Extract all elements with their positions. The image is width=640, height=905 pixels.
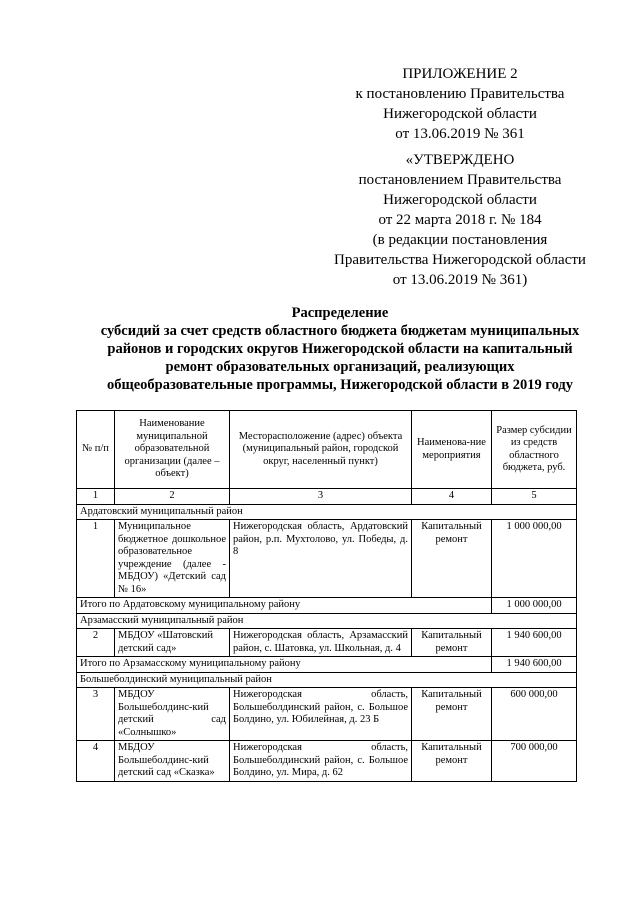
row-address: Нижегородская область, Арзамасский район, с. Шатовка, ул. Школьная, д. 4	[230, 629, 412, 657]
row-name: МБДОУ Большеболдинс-кий детский сад «Солнышко»	[115, 688, 230, 741]
colnum: 1	[77, 489, 115, 505]
title-line: ремонт образовательных организаций, реализующих	[165, 359, 515, 375]
appendix-header	[300, 64, 620, 144]
row-name: МБДОУ Большеболдинс-кий детский сад «Сказка»	[115, 741, 230, 782]
row-address: Нижегородская область, Ардатовский район, р.п. Мухтолово, ул. Победы, д. 8	[230, 520, 412, 598]
total-amount: 1 000 000,00	[492, 598, 577, 614]
section-row	[77, 504, 577, 520]
row-address: Нижегородская область, Большеболдинский район, с. Большое Болдино, ул. Юбилейная, д. 23 Б	[230, 688, 412, 741]
colnum: 4	[412, 489, 492, 505]
row-name: МБДОУ «Шатовский детский сад»	[115, 629, 230, 657]
row-event: Капитальный ремонт	[412, 520, 492, 598]
row-name: Муниципальное бюджетное дошкольное образовательное учреждение (далее - МБДОУ) «Детский сад № 16»	[115, 520, 230, 598]
colnum: 3	[230, 489, 412, 505]
row-address: Нижегородская область, Большеболдинский район, с. Большое Болдино, ул. Мира, д. 62	[230, 741, 412, 782]
colnum: 5	[492, 489, 577, 505]
header-amount: Размер субсидии из средств областного бюджета, руб.	[492, 411, 577, 489]
appendix-title: ПРИЛОЖЕНИЕ 2	[402, 66, 518, 82]
section-title: Арзамасский муниципальный район	[77, 613, 577, 629]
approval-stamp	[300, 150, 620, 290]
table-header-row	[77, 411, 577, 489]
title-line: районов и городских округов Нижегородской области на капитальный	[107, 341, 573, 357]
table-row	[77, 629, 577, 657]
row-event: Капитальный ремонт	[412, 629, 492, 657]
total-label: Итого по Арзамасскому муниципальному району	[77, 657, 492, 673]
title-line: общеобразовательные программы, Нижегородской области в 2019 году	[106, 377, 574, 393]
section-row	[77, 613, 577, 629]
header-address: Месторасположение (адрес) объекта (муниципальный район, городской округ, населенный пункт)	[230, 411, 412, 489]
table-row	[77, 741, 577, 782]
approval-line: от 22 марта 2018 г. № 184	[378, 212, 542, 228]
approval-line: постановлением Правительства	[358, 172, 562, 188]
appendix-line: от 13.06.2019 № 361	[395, 126, 525, 142]
header-num: № п/п	[77, 411, 115, 489]
row-num: 1	[77, 520, 115, 598]
table-row	[77, 520, 577, 598]
approval-line: Правительства Нижегородской области	[334, 252, 586, 268]
title-line: субсидий за счет средств областного бюджета бюджетам муниципальных	[100, 323, 580, 339]
approval-line: от 13.06.2019 № 361)	[392, 272, 528, 288]
colnum: 2	[115, 489, 230, 505]
total-amount: 1 940 600,00	[492, 657, 577, 673]
row-num: 4	[77, 741, 115, 782]
appendix-line: Нижегородской области	[383, 106, 537, 122]
row-num: 2	[77, 629, 115, 657]
header-event: Наименова-ние мероприятия	[412, 411, 492, 489]
row-amount: 1 000 000,00	[492, 520, 577, 598]
section-title: Большеболдинский муниципальный район	[77, 672, 577, 688]
approval-line: (в редакции постановления	[372, 232, 548, 248]
row-amount: 600 000,00	[492, 688, 577, 741]
approval-line: Нижегородской области	[383, 192, 537, 208]
column-numbers-row	[77, 489, 577, 505]
total-label: Итого по Ардатовскому муниципальному району	[77, 598, 492, 614]
approval-line: «УТВЕРЖДЕНО	[405, 152, 515, 168]
header-name: Наименование муниципальной образовательной организации (далее – объект)	[115, 411, 230, 489]
total-row	[77, 657, 577, 673]
appendix-line: к постановлению Правительства	[355, 86, 565, 102]
subsidy-table	[76, 410, 577, 782]
total-row	[77, 598, 577, 614]
row-amount: 700 000,00	[492, 741, 577, 782]
row-num: 3	[77, 688, 115, 741]
document-title	[60, 304, 620, 394]
section-row	[77, 672, 577, 688]
row-event: Капитальный ремонт	[412, 741, 492, 782]
row-event: Капитальный ремонт	[412, 688, 492, 741]
section-title: Ардатовский муниципальный район	[77, 504, 577, 520]
row-amount: 1 940 600,00	[492, 629, 577, 657]
table-row	[77, 688, 577, 741]
title-line: Распределение	[291, 305, 389, 321]
